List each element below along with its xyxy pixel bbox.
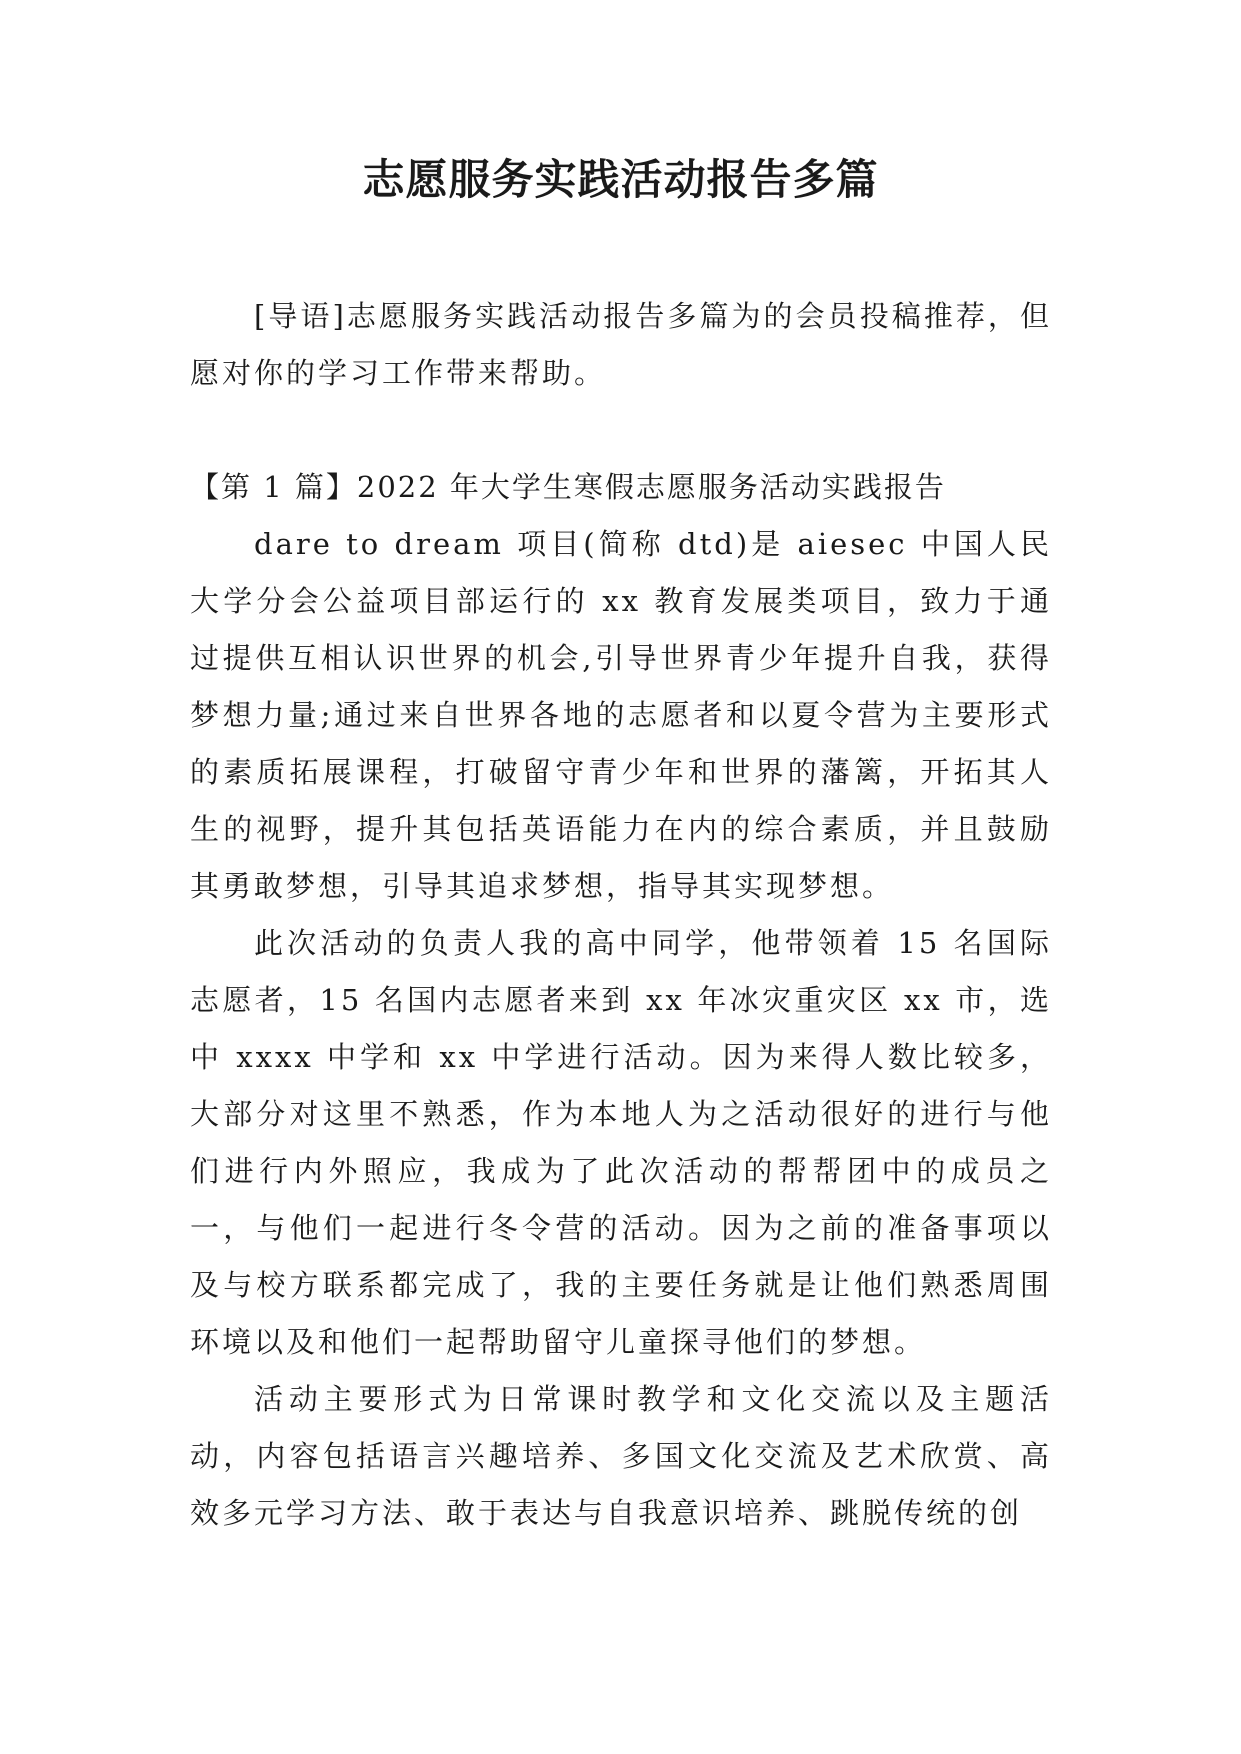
intro-paragraph: [导语]志愿服务实践活动报告多篇为的会员投稿推荐，但愿对你的学习工作带来帮助。 xyxy=(190,299,1052,390)
section-heading: 【第 1 篇】2022 年大学生寒假志愿服务活动实践报告 xyxy=(190,470,946,504)
document-title: 志愿服务实践活动报告多篇 xyxy=(362,155,879,204)
body-paragraph: dare to dream 项目(简称 dtd)是 aiesec 中国人民大学分会公益项目部运行的 xx 教育发展类项目，致力于通过提供互相认识世界的机会,引导世界青少年提升自我，获得梦想力量;通过来自世界各地的志愿者和以夏令营为主要形式的素质拓展课程，打破留守青少年和世界的藩篱，开拓其人生的视野，提升其包括英语能力在内的综合素质，并且鼓励其勇敢梦想，引导其追求梦想，指导其实现梦想。 xyxy=(190,527,1052,903)
body-paragraph: 此次活动的负责人我的高中同学，他带领着 15 名国际志愿者，15 名国内志愿者来到 xx 年冰灾重灾区 xx 市，选中 xxxx 中学和 xx 中学进行活动。因为来得人数比较多，大部分对这里不熟悉，作为本地人为之活动很好的进行与他们进行内外照应，我成为了此次活动的帮帮团中的成员之一，与他们一起进行冬令营的活动。因为之前的准备事项以及与校方联系都完成了，我的主要任务就是让他们熟悉周围环境以及和他们一起帮助留守儿童探寻他们的梦想。 xyxy=(190,926,1052,1359)
body-paragraph: 活动主要形式为日常课时教学和文化交流以及主题活动，内容包括语言兴趣培养、多国文化交流及艺术欣赏、高效多元学习方法、敢于表达与自我意识培养、跳脱传统的创 xyxy=(190,1382,1052,1530)
document-body xyxy=(190,288,1052,1542)
